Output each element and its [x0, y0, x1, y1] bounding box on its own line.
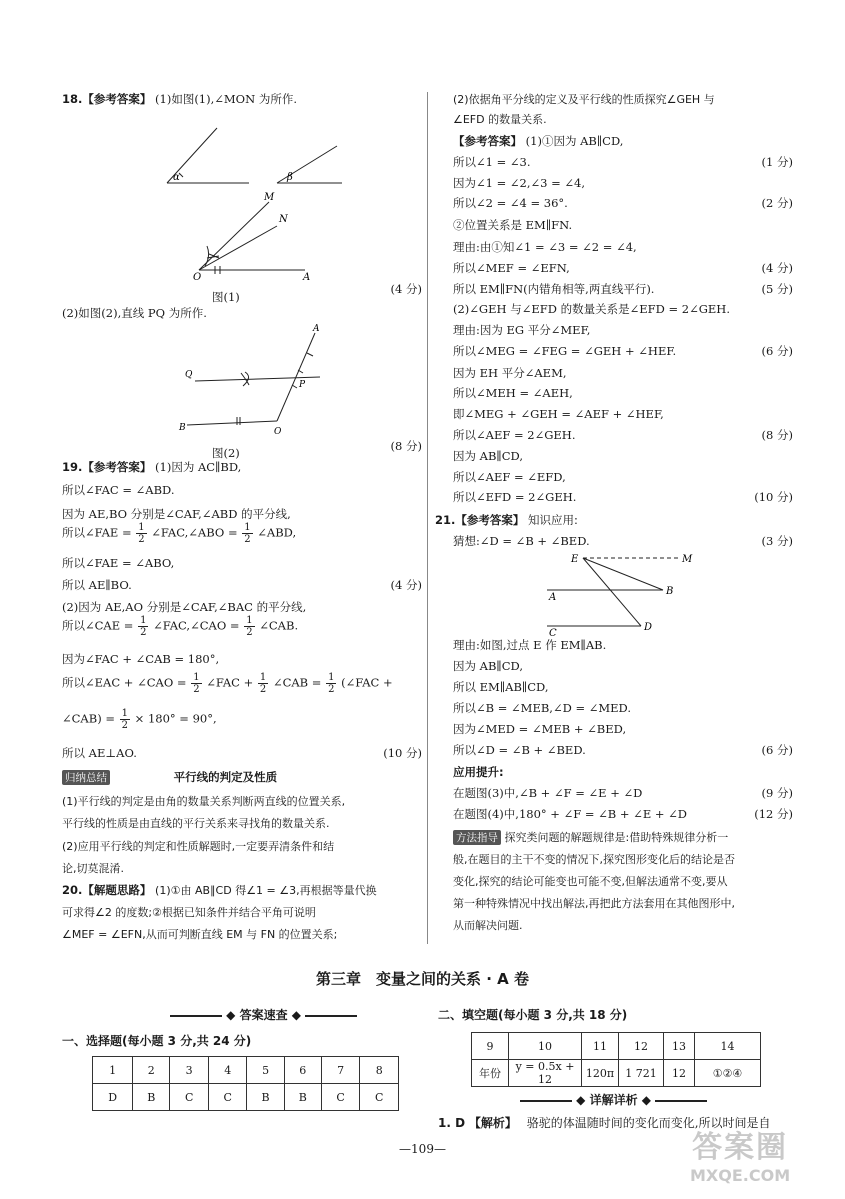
- summary-line: 平行线的性质是由直线的平行关系来寻找角的数量关系.: [62, 817, 330, 830]
- q19-line8: [62, 615, 298, 638]
- application-line: 在题图(3)中,∠B + ∠F = ∠E + ∠D: [453, 786, 643, 800]
- label-P: P: [299, 380, 306, 390]
- fraction-half: $\frac{1}{2}$: [328, 672, 335, 695]
- method-line: 第一种特殊情况中找出解法,再把此方法套用在其他图形中,: [453, 897, 735, 910]
- figure-1-caption: 图(1): [212, 290, 240, 304]
- q19-line6: 所以 AE∥BO.: [62, 578, 132, 592]
- guess-line: 猜想:∠D = ∠B + ∠BED.: [453, 534, 590, 548]
- text: ∠CAB =: [272, 675, 322, 690]
- answer-line: 所以∠1 = ∠3.: [453, 155, 531, 169]
- table-cell: 8: [360, 1057, 399, 1084]
- label-D: D: [644, 622, 653, 633]
- segment-EB: [583, 558, 663, 590]
- summary-heading: [62, 769, 277, 785]
- score: (8 分): [761, 428, 793, 442]
- answer-line: 所以∠EFD = 2∠GEH.: [453, 490, 577, 504]
- answer-tag: 【参考答案】: [453, 134, 522, 148]
- question-number: 20.: [62, 883, 83, 897]
- text: ∠ABD,: [257, 525, 297, 540]
- answer-line: 所以∠MEF = ∠EFN,: [453, 261, 570, 275]
- label-O: O: [274, 427, 282, 437]
- answer-line: 因为 EH 平分∠AEM,: [453, 366, 567, 380]
- q18-figure-2: [177, 323, 327, 438]
- text: ∠FAC,∠CAO =: [153, 618, 240, 633]
- answer-line: 因为 AB∥CD,: [453, 449, 523, 463]
- score: (10 分): [383, 746, 422, 760]
- text: 详解详析: [589, 1093, 638, 1107]
- label-M: M: [682, 554, 693, 565]
- table-row: [472, 1033, 761, 1060]
- summary-line: (1)平行线的判定是由角的数量关系判断两直线的位置关系,: [62, 795, 346, 808]
- q19-line9: 因为∠FAC + ∠CAB = 180°,: [62, 652, 220, 666]
- text: (∠FAC +: [341, 675, 393, 690]
- text: 探究类问题的解题规律是:借助特殊规律分析一: [504, 831, 729, 844]
- score: (6 分): [761, 743, 793, 757]
- q19-line2: 所以∠FAC = ∠ABD.: [62, 483, 175, 497]
- label-C: C: [549, 628, 557, 639]
- table-cell: 11: [582, 1033, 619, 1060]
- table-cell: 6: [284, 1057, 321, 1084]
- score: (8 分): [390, 439, 422, 453]
- fraction-half: $\frac{1}{2}$: [193, 672, 200, 695]
- label-A: A: [303, 272, 311, 283]
- right-column: [435, 88, 793, 948]
- score: (3 分): [761, 534, 793, 548]
- score: (10 分): [754, 490, 793, 504]
- table-cell: 2: [133, 1057, 170, 1084]
- table-cell: 14: [695, 1033, 761, 1060]
- table-cell: 4: [208, 1057, 247, 1084]
- label-E: E: [571, 554, 579, 565]
- method-line: 从而解决问题.: [453, 919, 523, 932]
- table-cell: C: [208, 1084, 247, 1111]
- table-cell: C: [321, 1084, 360, 1111]
- label-O: O: [193, 272, 202, 283]
- q19-line5: 所以∠FAE = ∠ABO,: [62, 556, 175, 570]
- text: (1)①因为 AB∥CD,: [525, 134, 624, 148]
- table-cell: 10: [509, 1033, 582, 1060]
- answer-line: 理由:由①知∠1 = ∠3 = ∠2 = ∠4,: [453, 240, 637, 254]
- table-cell: ①②④: [695, 1060, 761, 1087]
- question-number: 19.: [62, 460, 83, 474]
- q21-figure: [541, 548, 693, 639]
- q19-line1: [62, 459, 241, 475]
- text: ∠CAB) =: [62, 711, 115, 726]
- reason-line: 所以∠D = ∠B + ∠BED.: [453, 743, 586, 757]
- answer-line: 所以 EM∥FN(内错角相等,两直线平行).: [453, 282, 655, 296]
- text: 知识应用:: [528, 513, 578, 527]
- text: 答案速查: [239, 1008, 288, 1022]
- column-divider: [427, 92, 428, 944]
- label-A: A: [313, 324, 320, 334]
- label-alpha: α: [173, 172, 180, 183]
- fraction-half: $\frac{1}{2}$: [244, 522, 251, 545]
- score: (4 分): [390, 282, 422, 296]
- q20-line3: ∠MEF = ∠EFN,从而可判断直线 EM 与 FN 的位置关系;: [62, 928, 338, 941]
- watermark: [690, 1122, 790, 1185]
- application-line: 在题图(4)中,180° + ∠F = ∠B + ∠E + ∠D: [453, 807, 688, 821]
- page-number: —109—: [399, 1142, 446, 1156]
- base-ticks: [237, 417, 240, 425]
- label-Q: Q: [185, 370, 193, 380]
- label-M: M: [264, 192, 275, 203]
- table-cell: B: [247, 1084, 284, 1111]
- text: 所以∠EAC + ∠CAO =: [62, 675, 187, 690]
- angle-beta-ray: [277, 146, 337, 183]
- score: (12 分): [754, 807, 793, 821]
- answer-tag: 【参考答案】: [455, 513, 525, 527]
- question-number: 1. D: [438, 1116, 466, 1130]
- fraction-half: $\frac{1}{2}$: [140, 615, 147, 638]
- score: (4 分): [390, 578, 422, 592]
- text: ∠FAC,∠ABO =: [151, 525, 238, 540]
- table-cell: 12: [664, 1060, 695, 1087]
- q18-figure-1: [157, 118, 347, 283]
- question-number: 18.: [62, 92, 83, 106]
- text: ∠CAB.: [259, 618, 299, 633]
- fraction-half: $\frac{1}{2}$: [138, 522, 145, 545]
- table-row: [93, 1057, 399, 1084]
- score: (2 分): [761, 196, 793, 210]
- reason-line: 所以∠B = ∠MEB,∠D = ∠MED.: [453, 701, 632, 715]
- thinking-tag: 【解题思路】: [82, 883, 152, 897]
- watermark-url: MXQE.COM: [690, 1166, 791, 1185]
- table-cell: 13: [664, 1033, 695, 1060]
- left-column: [62, 88, 422, 948]
- reason-line: 因为∠MED = ∠MEB + ∠BED,: [453, 722, 627, 736]
- answer-line: 理由:因为 EG 平分∠MEF,: [453, 323, 591, 337]
- q19-line7: (2)因为 AE,AO 分别是∠CAF,∠BAC 的平分线,: [62, 600, 307, 614]
- intro-line: (2)依据角平分线的定义及平行线的性质探究∠GEH 与: [453, 93, 715, 106]
- label-beta: β: [287, 172, 293, 183]
- answer-line: 所以∠MEH = ∠AEH,: [453, 386, 573, 400]
- watermark-text: 答案圈: [692, 1130, 789, 1165]
- analysis-tag: 【解析】: [468, 1116, 517, 1130]
- score: (1 分): [761, 155, 793, 169]
- answer-line: [453, 133, 623, 149]
- table-cell: 1 721: [619, 1060, 664, 1087]
- segment-ED: [583, 558, 641, 626]
- table-row: [93, 1084, 399, 1111]
- answer-line: (2)∠GEH 与∠EFD 的数量关系是∠EFD = 2∠GEH.: [453, 302, 730, 316]
- answer-line: 所以∠2 = ∠4 = 36°.: [453, 196, 568, 210]
- table-cell: 9: [472, 1033, 509, 1060]
- fraction-half: $\frac{1}{2}$: [121, 708, 128, 731]
- table-cell: D: [93, 1084, 133, 1111]
- answer-tag: 【参考答案】: [82, 92, 152, 106]
- table-cell: 1: [93, 1057, 133, 1084]
- chapter-title: 第三章 变量之间的关系 · A 卷: [316, 970, 529, 988]
- q19-line10: [62, 672, 393, 695]
- table-cell: 7: [321, 1057, 360, 1084]
- table-cell: B: [133, 1084, 170, 1111]
- application-heading: 应用提升:: [453, 765, 504, 779]
- q18-text: (1)如图(1),∠MON 为所作.: [155, 92, 297, 106]
- score: (4 分): [761, 261, 793, 275]
- q20-line2: 可求得∠2 的度数;②根据已知条件并结合平角可说明: [62, 906, 316, 919]
- method-line: 般,在题目的主干不变的情况下,探究图形变化后的结论是否: [453, 853, 735, 866]
- table-cell: 年份: [472, 1060, 509, 1087]
- table-row: [472, 1060, 761, 1087]
- multiple-choice-table: [92, 1056, 399, 1111]
- q21-line1: [435, 512, 578, 528]
- summary-line: (2)应用平行线的判定和性质解题时,一定要弄清条件和结: [62, 840, 335, 853]
- table-cell: C: [170, 1084, 209, 1111]
- figure-2-caption: 图(2): [212, 446, 240, 460]
- score: (9 分): [761, 786, 793, 800]
- answer-line: 所以∠AEF = ∠EFD,: [453, 470, 566, 484]
- table-cell: 120π: [582, 1060, 619, 1087]
- q19-line11: [62, 708, 217, 731]
- q19-line3: 因为 AE,BO 分别是∠CAF,∠ABD 的平分线,: [62, 507, 291, 521]
- method-line: [453, 829, 728, 845]
- ray-BO: [187, 421, 277, 425]
- text: 所以∠FAE =: [62, 525, 132, 540]
- reason-line: 理由:如图,过点 E 作 EM∥AB.: [453, 638, 607, 652]
- table-cell: 3: [170, 1057, 209, 1084]
- answer-tag: 【参考答案】: [82, 460, 152, 474]
- summary-title: 平行线的判定及性质: [173, 770, 278, 784]
- answer-line: ②位置关系是 EM∥FN.: [453, 218, 573, 232]
- reason-line: 所以 EM∥AB∥CD,: [453, 680, 549, 694]
- fraction-half: $\frac{1}{2}$: [246, 615, 253, 638]
- intro-line: ∠EFD 的数量关系.: [453, 113, 547, 126]
- text: × 180° = 90°,: [134, 711, 217, 726]
- q18-part2: (2)如图(2),直线 PQ 为所作.: [62, 306, 207, 320]
- method-tag: 方法指导: [453, 830, 501, 845]
- q18-line1: [62, 91, 297, 107]
- reason-line: 因为 AB∥CD,: [453, 659, 523, 673]
- text: ∠FAC +: [206, 675, 254, 690]
- answer-line: 所以∠AEF = 2∠GEH.: [453, 428, 576, 442]
- text: 骆驼的体温随时间的变化而变化,所以时间是自: [526, 1116, 771, 1130]
- fill-in-heading: 二、填空题(每小题 3 分,共 18 分): [438, 1008, 628, 1022]
- table-cell: C: [360, 1084, 399, 1111]
- label-B: B: [179, 423, 186, 433]
- method-line: 变化,探究的结论可能变也可能不变,但解法通常不变,要从: [453, 875, 728, 888]
- table-cell: B: [284, 1084, 321, 1111]
- label-N: N: [279, 214, 288, 225]
- multiple-choice-heading: 一、选择题(每小题 3 分,共 24 分): [62, 1034, 252, 1048]
- q20-line1: [62, 882, 377, 898]
- question-number: 21.: [435, 513, 456, 527]
- summary-line: 论,切莫混淆.: [62, 862, 124, 875]
- answer-line: 因为∠1 = ∠2,∠3 = ∠4,: [453, 176, 586, 190]
- q19-line12: 所以 AE⊥AO.: [62, 746, 137, 760]
- q20-text: (1)①由 AB∥CD 得∠1 = ∠3,再根据等量代换: [155, 884, 377, 897]
- answer-line: 即∠MEG + ∠GEH = ∠AEF + ∠HEF,: [453, 407, 664, 421]
- table-cell: y = 0.5x + 12: [509, 1060, 582, 1087]
- score: (6 分): [761, 344, 793, 358]
- answer-line: 所以∠MEG = ∠FEG = ∠GEH + ∠HEF.: [453, 344, 677, 358]
- table-cell: 12: [619, 1033, 664, 1060]
- score: (5 分): [761, 282, 793, 296]
- fill-in-table: [471, 1032, 761, 1087]
- detail-heading: ◆ 详解详析 ◆: [520, 1091, 707, 1108]
- summary-tag: 归纳总结: [62, 770, 110, 785]
- table-cell: 5: [247, 1057, 284, 1084]
- fraction-half: $\frac{1}{2}$: [259, 672, 267, 695]
- label-A: A: [549, 592, 557, 603]
- label-B: B: [666, 586, 674, 597]
- q19-text: (1)因为 AC∥BD,: [155, 460, 242, 474]
- q19-line4: [62, 522, 296, 545]
- quick-check-heading: ◆ 答案速查 ◆: [170, 1006, 357, 1023]
- text: 所以∠CAE =: [62, 618, 134, 633]
